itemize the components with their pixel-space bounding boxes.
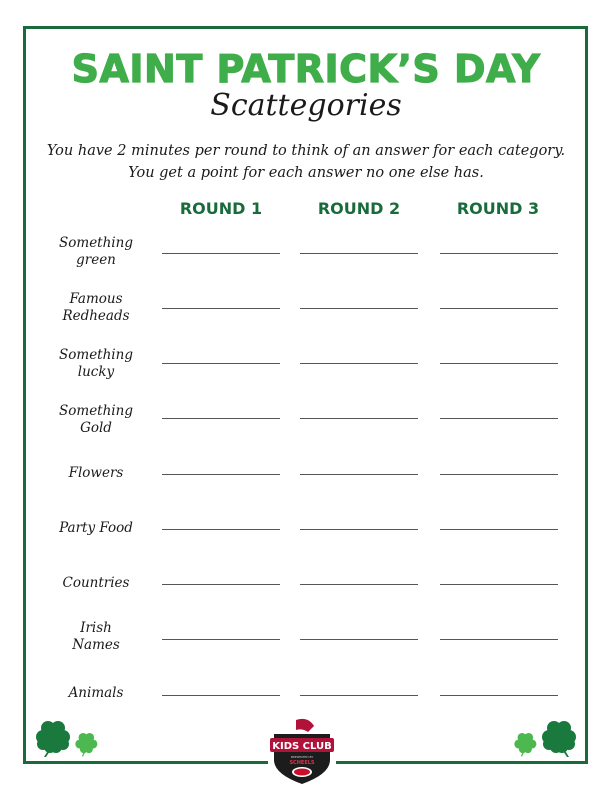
round-1-header: ROUND 1 [179, 199, 263, 218]
category-line: Countries [62, 575, 130, 591]
shamrock-large-right-icon [540, 718, 580, 758]
answer-line-r4-c1[interactable] [162, 418, 280, 419]
answer-line-r7-c1[interactable] [162, 584, 280, 585]
kids-club-logo [268, 716, 336, 786]
answer-line-r2-c1[interactable] [162, 308, 280, 309]
category-something-gold [44, 403, 148, 437]
category-line: Names [72, 637, 120, 653]
answer-line-r8-c1[interactable] [162, 639, 280, 640]
category-animals [44, 685, 148, 702]
category-famous-redheads [44, 291, 148, 325]
answer-line-r4-c3[interactable] [440, 418, 558, 419]
category-line: Redheads [62, 308, 130, 324]
category-irish-names [44, 620, 148, 654]
answer-line-r5-c1[interactable] [162, 474, 280, 475]
category-line: Gold [80, 420, 112, 436]
svg-text:PRESENTED BY: PRESENTED BY [290, 755, 314, 759]
answer-line-r2-c3[interactable] [440, 308, 558, 309]
answer-line-r7-c2[interactable] [300, 584, 418, 585]
category-line: Party Food [59, 520, 133, 536]
answer-line-r4-c2[interactable] [300, 418, 418, 419]
category-something-green [44, 235, 148, 269]
category-party-food [44, 520, 148, 537]
answer-line-r3-c3[interactable] [440, 363, 558, 364]
answer-line-r9-c3[interactable] [440, 695, 558, 696]
category-line: green [76, 252, 116, 268]
answer-line-r2-c2[interactable] [300, 308, 418, 309]
shamrock-small-left-icon [74, 731, 100, 757]
answer-line-r6-c3[interactable] [440, 529, 558, 530]
svg-text:SCHEELS: SCHEELS [289, 760, 315, 766]
shamrock-small-right-icon [513, 731, 539, 757]
category-line: Animals [68, 685, 124, 701]
answer-line-r1-c2[interactable] [300, 253, 418, 254]
answer-line-r5-c2[interactable] [300, 474, 418, 475]
instructions-text: You have 2 minutes per round to think of an answer for each category. You get a point for each answer no one else has. [46, 143, 566, 181]
answer-line-r9-c1[interactable] [162, 695, 280, 696]
category-line: Famous [69, 291, 123, 307]
page-subtitle: Scattegories [210, 88, 402, 123]
answer-line-r1-c3[interactable] [440, 253, 558, 254]
category-line: Flowers [68, 465, 124, 481]
logo-text: KIDS CLUB [272, 741, 332, 752]
page-title: SAINT PATRICK’S DAY [71, 47, 541, 91]
category-line: Something [59, 347, 133, 363]
answer-line-r8-c3[interactable] [440, 639, 558, 640]
category-line: Irish [80, 620, 112, 636]
answer-line-r6-c2[interactable] [300, 529, 418, 530]
answer-line-r3-c1[interactable] [162, 363, 280, 364]
round-3-header: ROUND 3 [456, 199, 540, 218]
answer-line-r5-c3[interactable] [440, 474, 558, 475]
answer-line-r3-c2[interactable] [300, 363, 418, 364]
category-line: Something [59, 403, 133, 419]
round-2-header: ROUND 2 [317, 199, 401, 218]
answer-line-r7-c3[interactable] [440, 584, 558, 585]
category-line: Something [59, 235, 133, 251]
category-flowers [44, 465, 148, 482]
answer-line-r6-c1[interactable] [162, 529, 280, 530]
answer-line-r8-c2[interactable] [300, 639, 418, 640]
category-line: lucky [77, 364, 115, 380]
answer-line-r9-c2[interactable] [300, 695, 418, 696]
answer-line-r1-c1[interactable] [162, 253, 280, 254]
category-something-lucky [44, 347, 148, 381]
shamrock-large-left-icon [34, 718, 74, 758]
category-countries [44, 575, 148, 592]
